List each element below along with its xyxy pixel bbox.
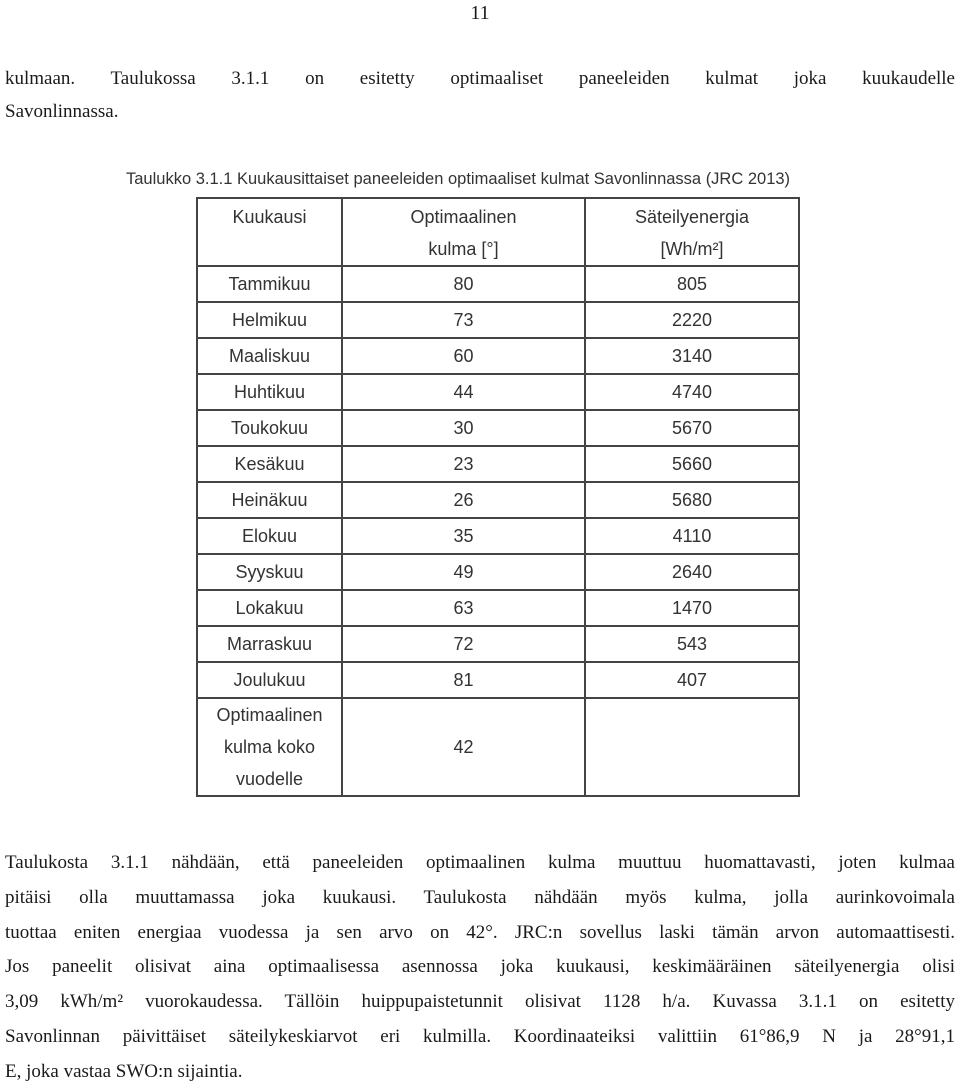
cell-energy: 4110: [585, 518, 799, 554]
cell-angle: 30: [342, 410, 585, 446]
cell-energy: 5680: [585, 482, 799, 518]
cell-energy: 5670: [585, 410, 799, 446]
table-header-row: [197, 198, 799, 266]
cell-energy: 3140: [585, 338, 799, 374]
intro-line-1: kulmaan. Taulukossa 3.1.1 on esitetty optimaaliset paneeleiden kulmat joka kuukaudelle: [5, 68, 955, 89]
body-line: Jos paneelit olisivat aina optimaalisessa asennossa joka kuukausi, keskimääräinen säteilyenergia olisi: [5, 956, 955, 978]
header-month: Kuukausi: [197, 198, 342, 266]
cell-month: Tammikuu: [197, 266, 342, 302]
table-row: [197, 590, 799, 626]
body-paragraph: [5, 846, 955, 1090]
cell-energy: 2640: [585, 554, 799, 590]
cell-month: Helmikuu: [197, 302, 342, 338]
summary-angle: 42: [342, 698, 585, 796]
table-row: [197, 266, 799, 302]
cell-energy: 805: [585, 266, 799, 302]
table-caption: Taulukko 3.1.1 Kuukausittaiset paneeleiden optimaaliset kulmat Savonlinnassa (JRC 2013): [126, 170, 791, 188]
header-angle: Optimaalinen kulma [°]: [342, 198, 585, 266]
table-row: [197, 518, 799, 554]
body-line: 3,09 kWh/m² vuorokaudessa. Tällöin huippupaistetunnit olisivat 1128 h/a. Kuvassa 3.1.1 on esitetty: [5, 991, 955, 1013]
cell-month: Elokuu: [197, 518, 342, 554]
table-row: [197, 662, 799, 698]
cell-angle: 80: [342, 266, 585, 302]
table-row: [197, 338, 799, 374]
cell-angle: 81: [342, 662, 585, 698]
body-line: pitäisi olla muuttamassa joka kuukausi. Taulukosta nähdään myös kulma, jolla aurinkovoimala: [5, 886, 955, 908]
body-line: E, joka vastaa SWO:n sijaintia.: [5, 1060, 243, 1082]
table-row: [197, 446, 799, 482]
cell-angle: 26: [342, 482, 585, 518]
cell-month: Heinäkuu: [197, 482, 342, 518]
cell-month: Joulukuu: [197, 662, 342, 698]
body-line: Savonlinnan päivittäiset säteilykeskiarvot eri kulmilla. Koordinaateiksi valittiin 61°86,9 N ja 28°91,1: [5, 1025, 955, 1047]
cell-angle: 49: [342, 554, 585, 590]
cell-energy: 2220: [585, 302, 799, 338]
cell-energy: 1470: [585, 590, 799, 626]
cell-energy: 5660: [585, 446, 799, 482]
cell-month: Marraskuu: [197, 626, 342, 662]
header-energy: Säteilyenergia [Wh/m²]: [585, 198, 799, 266]
cell-month: Lokakuu: [197, 590, 342, 626]
page-number: 11: [470, 2, 490, 24]
intro-line-2: Savonlinnassa.: [5, 101, 119, 122]
body-line: tuottaa eniten energiaa vuodessa ja sen arvo on 42°. JRC:n sovellus laski tämän arvon automaattisesti.: [5, 921, 955, 943]
monthly-angle-table: [196, 197, 800, 797]
table-row: [197, 374, 799, 410]
cell-energy: 543: [585, 626, 799, 662]
table-row: [197, 482, 799, 518]
cell-month: Kesäkuu: [197, 446, 342, 482]
cell-angle: 44: [342, 374, 585, 410]
cell-angle: 73: [342, 302, 585, 338]
table-summary-row: [197, 698, 799, 796]
cell-angle: 72: [342, 626, 585, 662]
cell-month: Toukokuu: [197, 410, 342, 446]
summary-label: Optimaalinen kulma koko vuodelle: [197, 698, 342, 796]
cell-energy: 407: [585, 662, 799, 698]
cell-month: Huhtikuu: [197, 374, 342, 410]
body-line: Taulukosta 3.1.1 nähdään, että paneeleiden optimaalinen kulma muuttuu huomattavasti, joten kulmaa: [5, 852, 955, 873]
cell-angle: 60: [342, 338, 585, 374]
cell-angle: 63: [342, 590, 585, 626]
intro-paragraph: [5, 62, 955, 128]
table-row: [197, 302, 799, 338]
summary-energy: [585, 698, 799, 796]
table-row: [197, 410, 799, 446]
cell-angle: 35: [342, 518, 585, 554]
cell-month: Maaliskuu: [197, 338, 342, 374]
table-row: [197, 626, 799, 662]
cell-energy: 4740: [585, 374, 799, 410]
cell-month: Syyskuu: [197, 554, 342, 590]
table-row: [197, 554, 799, 590]
cell-angle: 23: [342, 446, 585, 482]
